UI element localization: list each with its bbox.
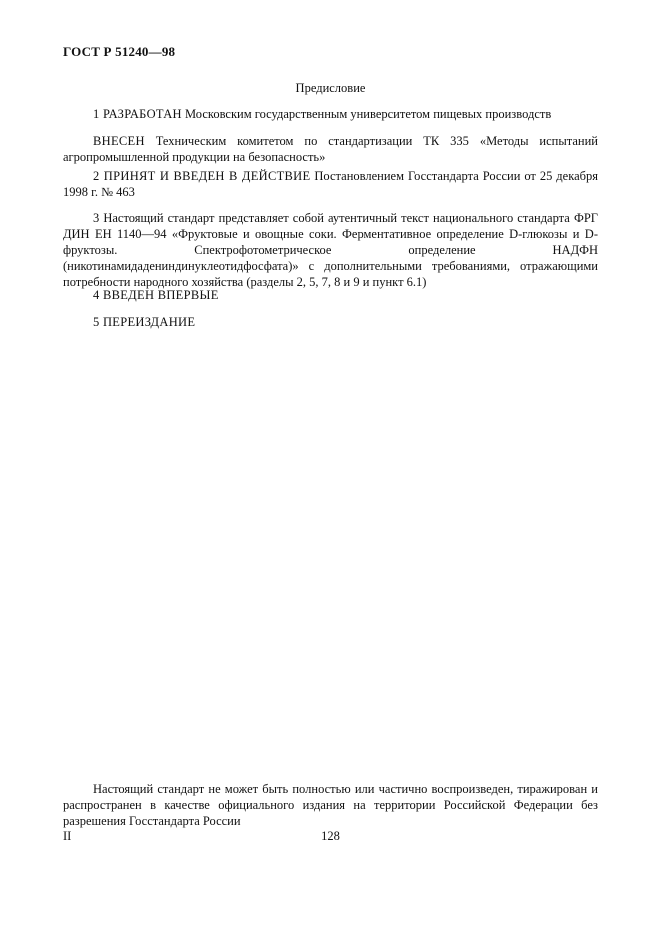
item-text: 3 Настоящий стандарт представляет собой аутентичный текст национального стандарта ФРГ ДИН ЕН 1140—94 «Фруктовые и овощные соки. Ферментативное определение D-глюкозы и D-фруктозы. Спектрофотометрическое определение НАДФН (никотинамидадениндинуклеотидфосфата)» с дополнительными требованиями, отражающими потребности народного хозяйства (разделы 2, 5, 7, 8 и 9 и пункт 6.1) xyxy=(63,211,598,289)
roman-page-number: II xyxy=(63,829,72,843)
section-title: Предисловие xyxy=(295,81,366,95)
item-text: Постановлением Госстандарта России от 25 декабря 1998 г. № 463 xyxy=(63,169,598,199)
page-number: 128 xyxy=(321,829,340,843)
item-lead: 2 ПРИНЯТ И ВВЕДЕН В ДЕЙСТВИЕ xyxy=(93,169,311,183)
copyright-notice: Настоящий стандарт не может быть полностью или частично воспроизведен, тиражирован и распространен в качестве официального издания на территории Российской Федерации без разрешения Госстандарта России xyxy=(63,782,598,828)
foreword-item-introduced xyxy=(63,133,598,165)
item-lead: ВНЕСЕН xyxy=(93,134,145,148)
foreword-item-developed xyxy=(63,106,598,122)
item-lead: 5 ПЕРЕИЗДАНИЕ xyxy=(93,315,196,329)
item-lead: 4 ВВЕДЕН ВПЕРВЫЕ xyxy=(93,288,219,302)
item-text: Московским государственным университетом пищевых производств xyxy=(181,107,552,121)
foreword-item-adopted xyxy=(63,168,598,200)
item-text: Техническим комитетом по стандартизации ТК 335 «Методы испытаний агропромышленной продукции на безопасность» xyxy=(63,134,598,164)
document-code: ГОСТ Р 51240—98 xyxy=(63,44,176,59)
foreword-item-reissue xyxy=(63,314,598,330)
item-lead: 1 РАЗРАБОТАН xyxy=(93,107,182,121)
foreword-item-authentic-text xyxy=(63,210,598,290)
foreword-item-first-introduced xyxy=(63,287,598,303)
